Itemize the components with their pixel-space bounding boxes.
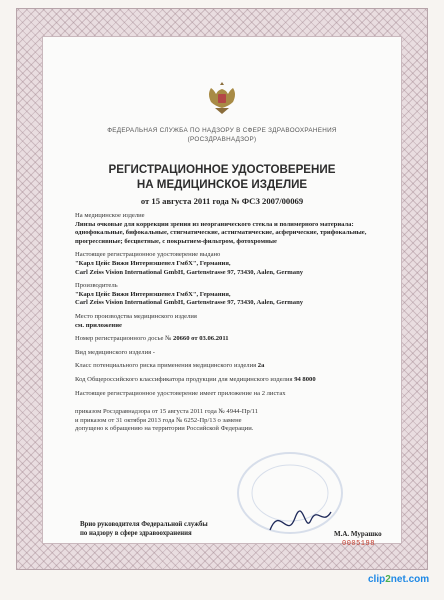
place-label: Место производства медицинского изделия bbox=[75, 312, 197, 320]
order-line-1: приказом Росздравнадзора от 15 августа 2011 года № 4944-Пр/11 bbox=[75, 408, 259, 416]
serial-number: 0005198 bbox=[342, 540, 375, 548]
type-label: Вид медицинского изделия - bbox=[75, 348, 155, 356]
agency-name bbox=[56, 126, 388, 144]
watermark-part-4: .com bbox=[405, 574, 430, 585]
date-and-number: от 15 августа 2011 года № ФСЗ 2007/00069 bbox=[140, 196, 304, 206]
issued-line-2: Carl Zeiss Vision International GmbH, Gartenstrasse 97, 73430, Aalen, Germany bbox=[75, 268, 304, 276]
okp-row bbox=[75, 376, 385, 385]
dossier-label: Номер регистрационного досье № bbox=[75, 335, 172, 343]
okp-value: 94 8000 bbox=[294, 375, 316, 383]
agency-line-1: ФЕДЕРАЛЬНАЯ СЛУЖБА ПО НАДЗОРУ В СФЕРЕ ЗДРАВООХРАНЕНИЯ bbox=[107, 127, 337, 134]
risk-value: 2а bbox=[257, 362, 265, 370]
issued-label: Настоящее регистрационное удостоверение выдано bbox=[75, 251, 221, 259]
okp-label: Код Общероссийского классификатора продукции для медицинского изделия bbox=[75, 375, 293, 383]
dossier-value: 20660 от 03.06.2011 bbox=[173, 335, 229, 343]
certificate-body bbox=[75, 212, 385, 434]
signatory-title-line-1: Врио руководителя Федеральной службы bbox=[80, 521, 208, 528]
title-line-2: НА МЕДИЦИНСКОЕ ИЗДЕЛИЕ bbox=[136, 178, 308, 191]
producer-label: Производитель bbox=[75, 282, 118, 290]
risk-label: Класс потенциального риска применения медицинского изделия bbox=[75, 362, 257, 370]
title-line-1: РЕГИСТРАЦИОННОЕ УДОСТОВЕРЕНИЕ bbox=[108, 163, 336, 176]
document-title bbox=[56, 162, 388, 192]
signatory-title-line-2: по надзору в сфере здравоохранения bbox=[80, 530, 192, 537]
watermark-part-2: 2 bbox=[385, 574, 391, 585]
double-headed-eagle-icon bbox=[205, 78, 239, 116]
producer-line-1: "Карл Цейс Вижн Интернэшенел ГмбХ", Германия, bbox=[75, 290, 231, 298]
item-label: На медицинское изделие bbox=[75, 212, 145, 219]
site-watermark bbox=[368, 574, 429, 585]
place-value: см. приложение bbox=[75, 321, 122, 329]
watermark-part-1: clip bbox=[368, 574, 386, 585]
issued-line-1: "Карл Цейс Вижн Интернэшенел ГмбХ", Германия, bbox=[75, 259, 231, 267]
signatory-name: М.А. Мурашко bbox=[334, 530, 382, 538]
order-line-2: и приказом от 31 октября 2013 года № 6252-Пр/13 о замене bbox=[75, 416, 242, 424]
risk-row bbox=[75, 362, 385, 371]
appendix-note: Настоящее регистрационное удостоверение имеет приложение на 2 листах bbox=[75, 389, 286, 397]
order-line-3: допущено к обращению на территории Российской Федерации. bbox=[75, 425, 254, 433]
dossier-row bbox=[75, 335, 385, 344]
producer-line-2: Carl Zeiss Vision International GmbH, Gartenstrasse 97, 73430, Aalen, Germany bbox=[75, 299, 304, 307]
item-text: Линзы очковые для коррекции зрения из неорганического стекла и полимерного материала: однофокальные, бифокальные, стигматические, астигматические, асферические, трифокальные, прогрессивные; бесцветные, с покрытием-фильтром, фотохромные bbox=[75, 220, 367, 245]
watermark-part-3: net bbox=[390, 574, 406, 585]
agency-line-2: (РОСЗДРАВНАДЗОР) bbox=[187, 136, 257, 143]
